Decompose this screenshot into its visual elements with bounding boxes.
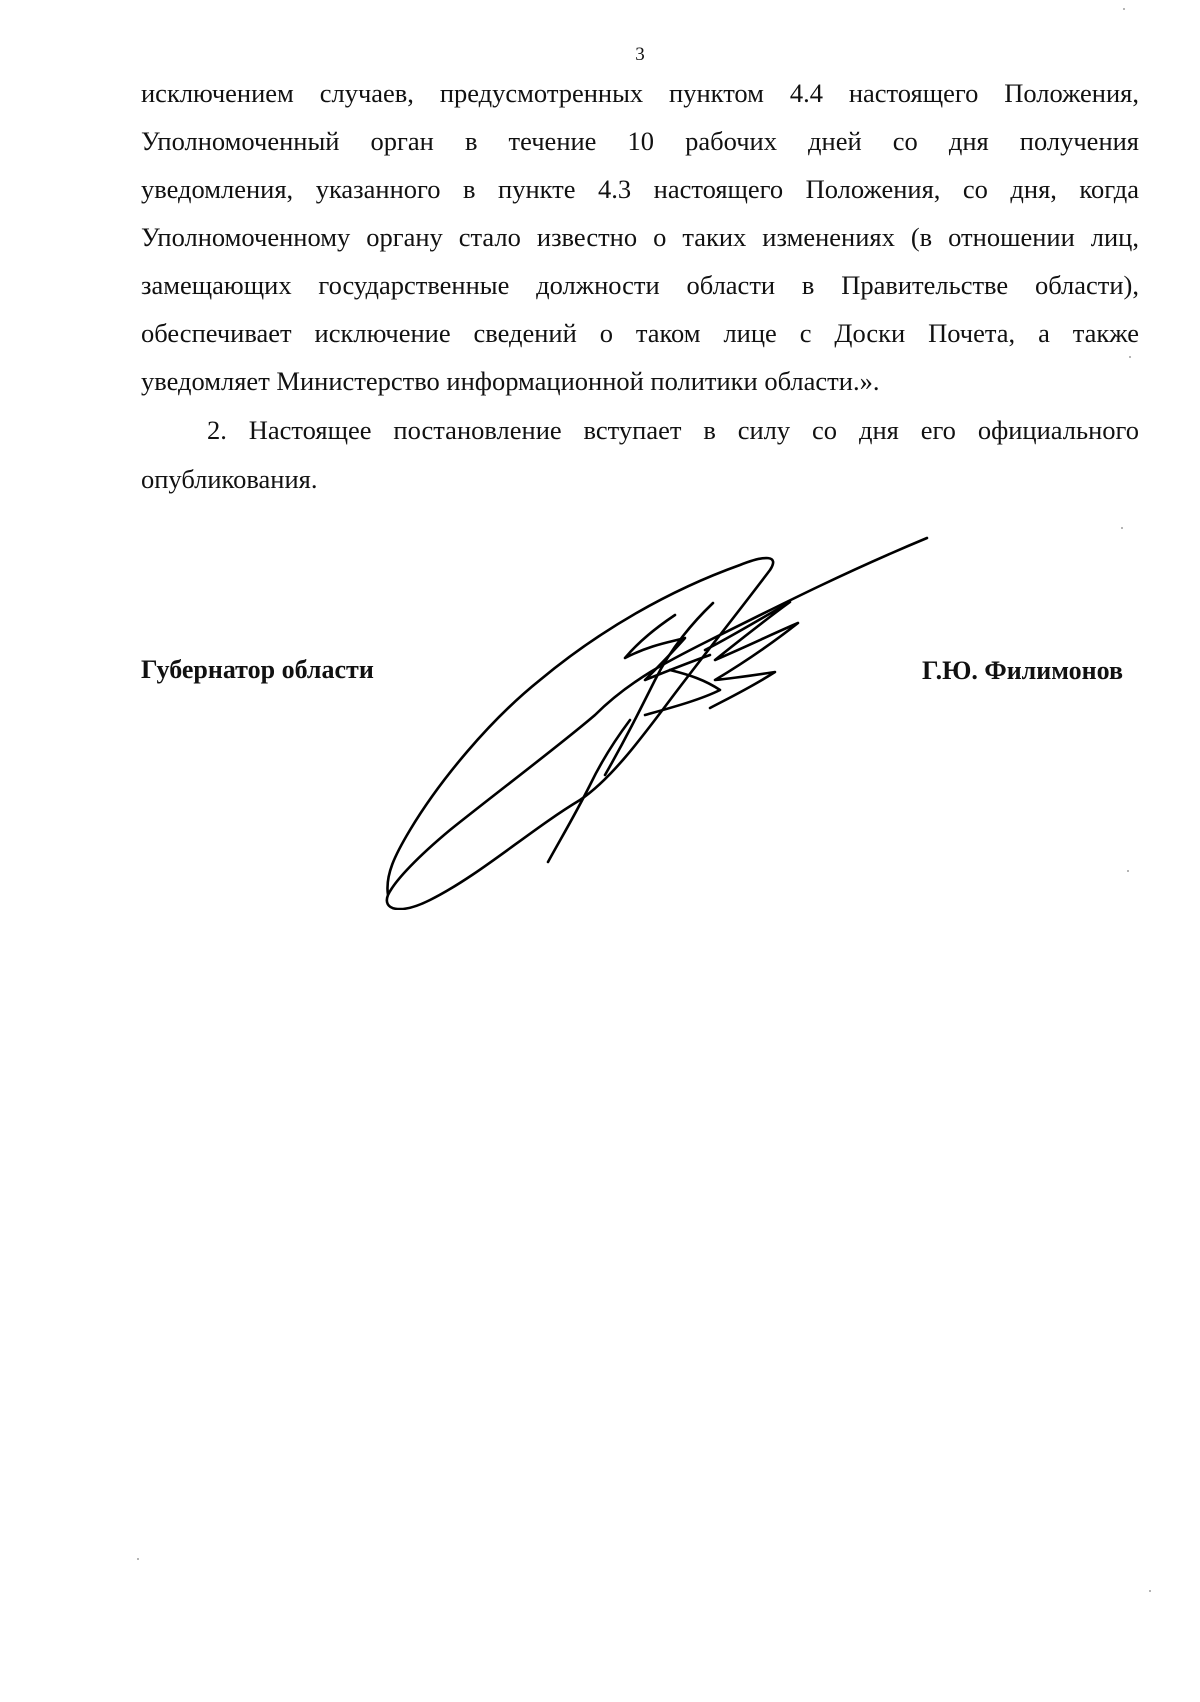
text-line	[141, 406, 1139, 455]
text-line: Уполномоченный орган в течение 10 рабочих дней со дня получения	[141, 126, 1139, 156]
page-number: 3	[635, 44, 645, 65]
signature-stroke	[387, 538, 927, 909]
text-line: опубликования.	[141, 464, 318, 494]
signer-position: Губернатор области	[141, 655, 374, 684]
scan-speck	[1123, 8, 1125, 10]
text-line: уведомления, указанного в пункте 4.3 настоящего Положения, со дня, когда	[141, 174, 1139, 204]
text-line: уведомляет Министерство информационной политики области.».	[141, 366, 880, 396]
text-line: обеспечивает исключение сведений о таком лице с Доски Почета, а также	[141, 318, 1139, 348]
scan-speck	[1129, 356, 1131, 358]
scan-speck	[1121, 527, 1123, 529]
text-line: замещающих государственные должности области в Правительстве области),	[141, 270, 1139, 300]
text-line-content: 2. Настоящее постановление вступает в силу со дня его официального	[207, 415, 1139, 445]
paragraph-entry-into-force	[141, 406, 1139, 504]
text-line: исключением случаев, предусмотренных пунктом 4.4 настоящего Положения,	[141, 78, 1139, 108]
paragraph-amendment-text	[141, 69, 1139, 405]
signer-name: Г.Ю. Филимонов	[921, 656, 1123, 685]
scan-speck	[1149, 1590, 1151, 1592]
signature-stroke	[605, 603, 713, 775]
scan-speck	[137, 1558, 139, 1560]
signature-stroke	[548, 720, 630, 862]
text-line: Уполномоченному органу стало известно о таких изменениях (в отношении лиц,	[141, 222, 1139, 252]
scan-speck	[1127, 870, 1129, 872]
handwritten-signature	[370, 530, 940, 910]
